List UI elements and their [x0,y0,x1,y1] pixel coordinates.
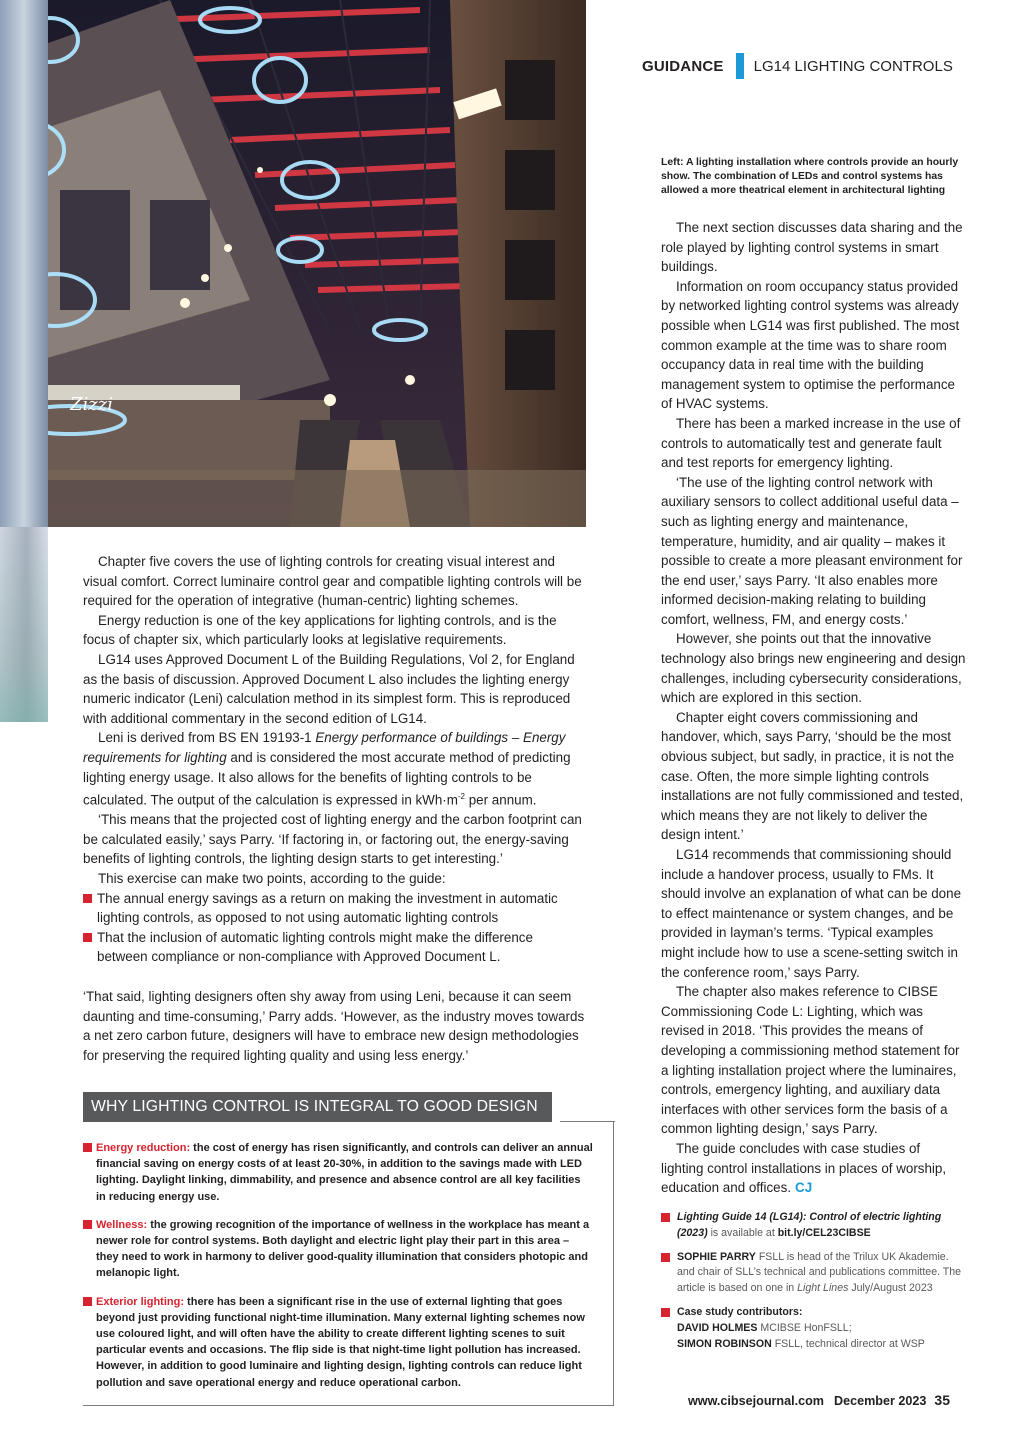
contributors-heading: Case study contributors: [677,1305,803,1318]
box-items [83,1140,593,1403]
bullet-list [83,889,586,967]
box-item [83,1217,593,1282]
paragraph: There has been a marked increase in the use of controls to automatically test and generate fault and test reports for emergency lighting. [661,415,961,471]
text-span: is available at [707,1226,778,1239]
box-item-lead: Exterior lighting: [96,1295,184,1308]
list-item: That the inclusion of automatic lighting controls might make the difference between compliance or non-compliance with Approved Document L. [83,928,586,967]
box-item-text: the growing recognition of the importance of wellness in the workplace has meant a newer role for control systems. Both daylight and electric light play their part in this area – they need to work in harmony to deliver good-quality illumination that considers photopic and melanopic light. [96,1218,590,1280]
footer-url[interactable]: www.cibsejournal.com [688,1394,824,1408]
spacer [83,967,586,987]
text-span: The guide concludes with case studies of lighting control installations in places of worship, education and offices. [661,1140,947,1196]
note-reference [661,1210,966,1242]
paragraph: However, she points out that the innovative technology also brings new engineering and design challenges, including cybersecurity considerations, which are explored in this section. [661,631,966,706]
note-contributors [661,1305,966,1352]
text-span: July/August 2023 [848,1282,933,1295]
page-number: 35 [934,1392,950,1408]
paragraph: The chapter also makes reference to CIBSE Commissioning Code L: Lighting, which was revised in 2018. ‘This provides the means of developing a commissioning method statement for a lighting installation project where the luminaires, controls, emergency lighting, and auxiliary data interfaces with other services form the basis of a common lighting design,’ says Parry. [661,984,960,1137]
pillar-continuation [0,527,48,722]
running-header [642,52,972,80]
footer-date: December 2023 [834,1394,927,1408]
superscript: -2 [457,792,466,802]
text-span: FSLL is head of the Trilux UK Akademie. and chair of SLL’s technical and publications committee. The article is based on one in [677,1250,962,1295]
author-name: SOPHIE PARRY [677,1250,756,1263]
text-span: Leni is derived from BS EN 19193-1 [98,730,316,746]
topic-label: LG14 LIGHTING CONTROLS [753,57,953,75]
right-column [661,218,966,1198]
box-item [83,1294,593,1391]
paragraph: Energy reduction is one of the key applications for lighting controls, and is the focus of chapter six, which particularly looks at legislative requirements. [83,612,557,648]
paragraph: LG14 recommends that commissioning should include a handover process, usually to FMs. It should involve an explanation of what can be done to effect maintenance or system changes, and be provided in layman’s terms. ‘Typical examples might include how to use a scene-setting switch in the conference room,’ says Parry. [661,847,962,980]
publication-name: Light Lines [797,1282,849,1295]
guide-link[interactable]: bit.ly/CEL23CIBSE [777,1226,871,1239]
contributor-role: FSLL, technical director at WSP [771,1337,925,1350]
section-label: GUIDANCE [642,57,724,75]
page-footer [688,1392,968,1408]
list-item: The annual energy savings as a return on making the investment in automatic lighting controls, as opposed to not using automatic lighting controls [83,889,586,928]
standard-title: Energy performance of buildings – Energy requirements for lighting [83,730,566,765]
author-signoff: CJ [795,1180,813,1196]
contributor-name: DAVID HOLMES [677,1321,758,1334]
atrium-illustration [0,0,586,527]
pillar-shade [0,527,48,722]
guide-title: Lighting Guide 14 (LG14): Control of electric lighting (2023) [677,1211,942,1239]
contributor-role: MCIBSE HonFSLL; [757,1321,852,1334]
box-title: WHY LIGHTING CONTROL IS INTEGRAL TO GOOD DESIGN [83,1092,552,1122]
paragraph: Information on room occupancy status provided by networked lighting control systems was already possible when LG14 was first published. The most common example at the time was to share room occupancy data in real time with the building management system to optimise the performance of HVAC systems. [661,278,960,412]
zizzi-sign: Zizzi [70,394,113,415]
end-notes [661,1210,966,1360]
box-item-lead: Energy reduction: [96,1142,191,1154]
paragraph: This exercise can make two points, according to the guide: [98,870,446,886]
box-item [83,1140,593,1205]
box-top-rule [560,1121,615,1122]
left-column [83,552,586,1065]
box-item-text: the cost of energy has risen significantly, and controls can deliver an annual financial saving on energy costs of at least 20-30%, in addition to the savings made with LED lighting. Daylight linking, dimmability, and presence and absence control are all key facilities in reducing energy use. [96,1142,593,1203]
paragraph: The next section discusses data sharing and the role played by lighting control systems in smart buildings. [661,220,963,275]
paragraph: ‘The use of the lighting control network with auxiliary sensors to collect additional useful data – such as lighting energy and maintenance, temperature, humidity, and air quality – makes it possible to create a more pleasant environment for the end user,’ says Parry. ‘It also enables more informed decision-making relating to building comfort, wellness, FM, and energy costs.’ [661,474,963,627]
contributor-name: SIMON ROBINSON [677,1337,772,1350]
paragraph: Chapter five covers the use of lighting controls for creating visual interest and visual comfort. Correct luminaire control gear and compatible lighting controls will be required for the operation of integrative (human-centric) lighting schemes. [83,554,582,609]
paragraph [661,1139,966,1198]
photo-caption: Left: A lighting installation where controls provide an hourly show. The combination of LEDs and control systems has allowed a more theatrical element in architectural lighting [661,157,959,196]
note-author [661,1250,966,1297]
text-span: per annum. [465,792,537,808]
header-divider [736,53,744,79]
paragraph: ‘That said, lighting designers often shy away from using Leni, because it can seem daunting and time-consuming,’ Parry adds. ‘However, as the industry moves towards a net zero carbon future, designers will have to embrace new design methodologies for preserving the required lighting quality and using less energy.’ [83,988,585,1063]
text-span: and is considered the most accurate method of predicting lighting energy usage. It also allows for the benefits of lighting controls to be calculated. The output of the calculation is expressed in kWh·m [83,749,571,808]
paragraph [83,728,586,810]
atrium-photo [0,0,586,527]
paragraph: Chapter eight covers commissioning and handover, which, says Parry, ‘should be the most obvious subject, but sadly, in practice, it is not the case. Often, the more simple lighting controls installations are not fully commissioned and tested, which means they are not likely to deliver the design intent.’ [661,709,964,843]
paragraph: ‘This means that the projected cost of lighting energy and the carbon footprint can be calculated easily,’ says Parry. ‘If factoring in, or factoring out, the energy-saving benefits of lighting controls, the lighting design starts to get interesting.’ [83,812,582,867]
paragraph: LG14 uses Approved Document L of the Building Regulations, Vol 2, for England as the basis of discussion. Approved Document L also includes the lighting energy numeric indicator (Leni) calculation method in its simplest form. This is reproduced with additional commentary in the second edition of LG14. [83,651,575,726]
box-item-text: there has been a significant rise in the use of external lighting that goes beyond just providing functional night-time illumination. Many external lighting schemes now use coloured light, and will often have the ability to create different lighting scenes to suit particular events and occasions. The flip side is that night-time light pollution has increased. However, in addition to good luminaire and lighting design, lighting controls can reduce light pollution and save operational energy and reduce operational carbon. [96,1295,585,1389]
box-item-lead: Wellness: [96,1218,148,1231]
